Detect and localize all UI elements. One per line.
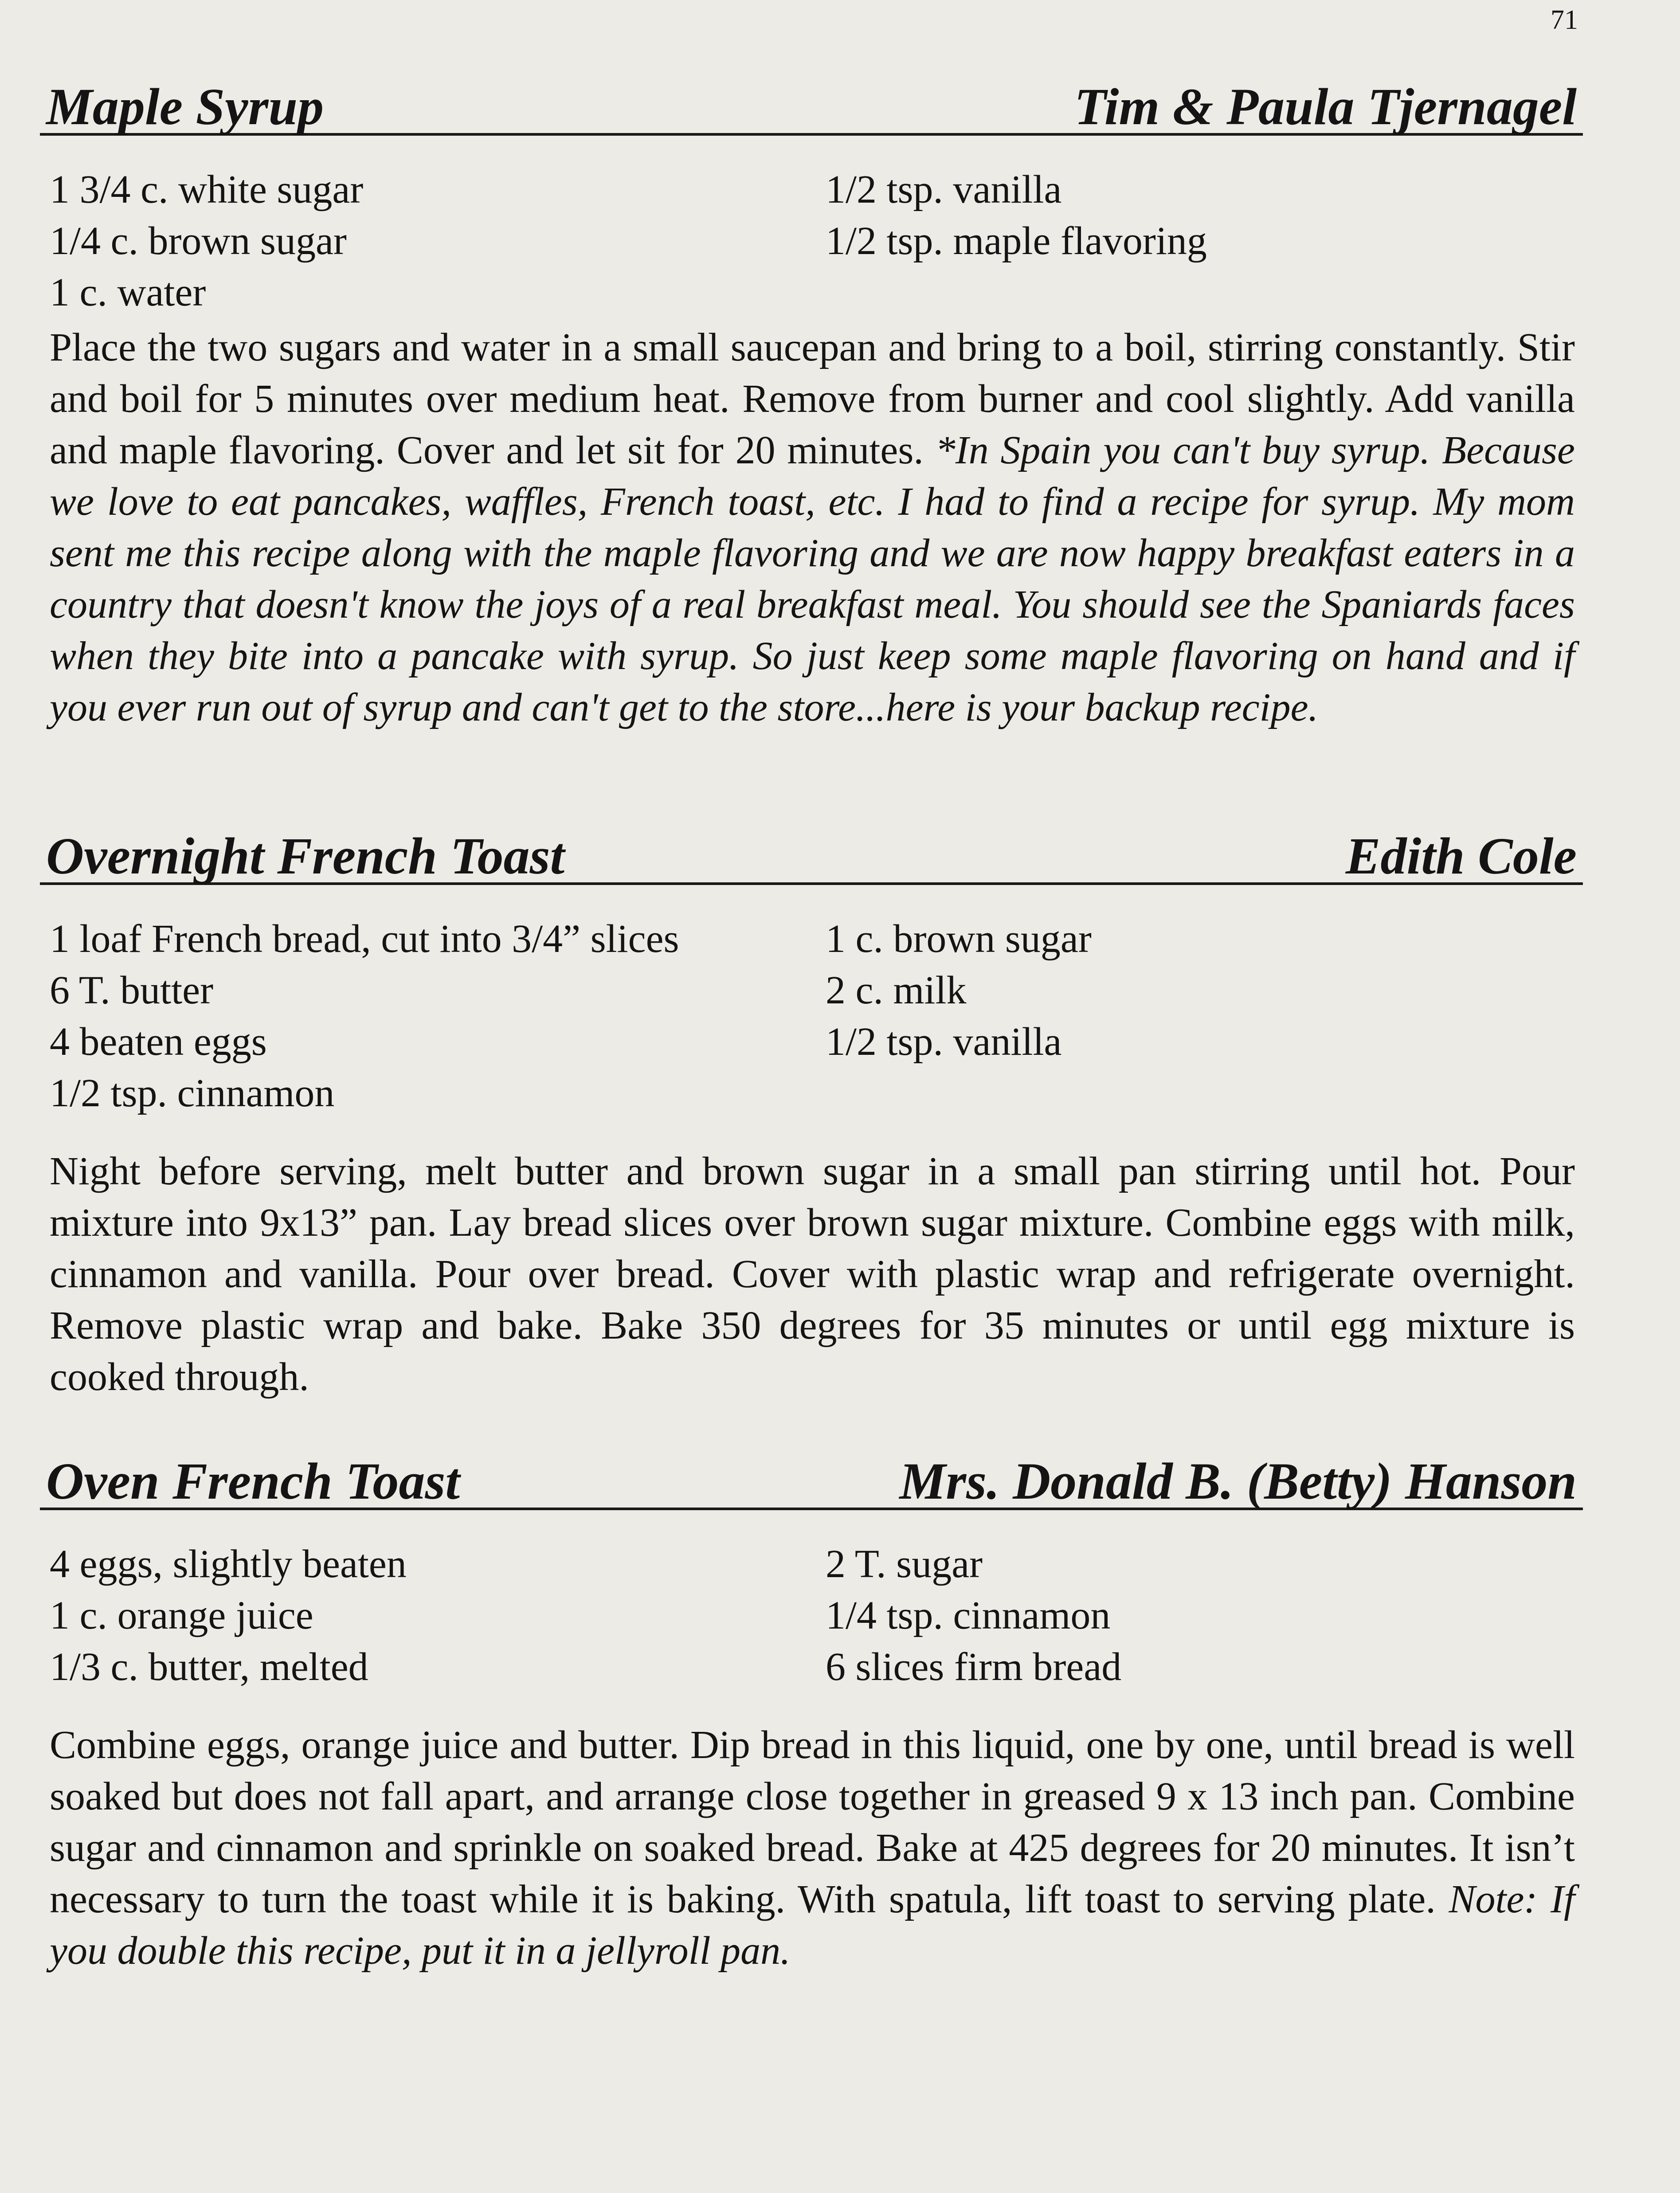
page-number: 71 — [1551, 5, 1578, 35]
ingredient-item: 1/2 tsp. vanilla — [826, 1020, 1062, 1064]
recipe-title: Oven French Toast — [46, 1452, 460, 1510]
ingredient-item: 1/4 tsp. cinnamon — [826, 1594, 1111, 1637]
recipe-header — [40, 62, 1583, 136]
ingredient-column-right — [826, 164, 1579, 318]
ingredient-item: 6 slices firm bread — [826, 1645, 1122, 1689]
recipe-note: Note: If you double this recipe, put it in a jellyroll pan. — [50, 1877, 1575, 1973]
ingredient-item: 1/4 c. brown sugar — [50, 219, 347, 263]
ingredient-item: 1 loaf French bread, cut into 3/4” slices — [50, 917, 679, 961]
ingredient-item: 1/3 c. butter, melted — [50, 1645, 368, 1689]
ingredient-item: 1 c. brown sugar — [826, 917, 1092, 961]
ingredient-list — [40, 164, 1583, 318]
recipe-method — [40, 1146, 1575, 1403]
ingredient-item: 2 T. sugar — [826, 1542, 983, 1586]
ingredient-item: 6 T. butter — [50, 968, 214, 1012]
recipe-overnight-french-toast — [40, 811, 1583, 1443]
ingredient-column-left — [50, 164, 826, 318]
ingredient-column-right — [826, 1539, 1579, 1693]
ingredient-item: 4 eggs, slightly beaten — [50, 1542, 407, 1586]
method-text: Night before serving, melt butter and brown sugar in a small pan stirring until hot. Pour mixture into 9x13” pan. Lay bread slices over brown sugar mixture. Combine eggs with milk, cinnamon and vanilla. Pour over bread. Cover with plastic wrap and refrigerate overnight. Remove plastic wrap and bake. Bake 350 degrees for 35 minutes or until egg mixture is cooked through. — [50, 1149, 1575, 1399]
recipe-method — [40, 322, 1575, 733]
ingredient-list — [40, 1539, 1583, 1693]
ingredient-item: 4 beaten eggs — [50, 1020, 267, 1064]
recipe-header — [40, 1437, 1583, 1510]
recipe-note: *In Spain you can't buy syrup. Because we love to eat pancakes, waffles, French toast, etc. I had to find a recipe for syrup. My mom sent me this recipe along with the maple flavoring and we are now happy breakfast eaters in a country that doesn't know the joys of a real breakfast meal. You should see the Spaniards faces when they bite into a pancake with syrup. So just keep some maple flavoring on hand and if you ever run out of syrup and can't get to the store...here is your backup recipe. — [50, 428, 1575, 729]
recipe-author: Mrs. Donald B. (Betty) Hanson — [899, 1452, 1577, 1510]
recipe-author: Edith Cole — [1345, 827, 1577, 885]
method-text: Combine eggs, orange juice and butter. Dip bread in this liquid, one by one, until bread is well soaked but does not fall apart, and arrange close together in greased 9 x 13 inch pan. Combine sugar and cinnamon and sprinkle on soaked bread. Bake at 425 degrees for 20 minutes. It isn’t necessary to turn the toast while it is baking. With spatula, lift toast to serving plate. — [50, 1723, 1575, 1921]
recipe-method — [40, 1719, 1575, 1977]
method-text: Place the two sugars and water in a small saucepan and bring to a boil, stirring constantly. Stir and boil for 5 minutes over medium heat. Remove from burner and cool slightly. Add vanilla and maple flavoring. Cover and let sit for 20 minutes. — [50, 325, 1575, 472]
recipe-header — [40, 811, 1583, 885]
ingredient-item: 1/2 tsp. maple flavoring — [826, 219, 1207, 263]
ingredient-column-left — [50, 1539, 826, 1693]
ingredient-item: 1 c. water — [50, 270, 206, 314]
recipe-author: Tim & Paula Tjernagel — [1074, 78, 1577, 136]
ingredient-item: 1 3/4 c. white sugar — [50, 168, 364, 211]
ingredient-item: 1/2 tsp. vanilla — [826, 168, 1062, 211]
recipe-title: Maple Syrup — [46, 78, 324, 136]
ingredient-column-right — [826, 913, 1579, 1119]
ingredient-list — [40, 913, 1583, 1119]
ingredient-column-left — [50, 913, 826, 1119]
recipe-maple-syrup — [40, 62, 1583, 773]
ingredient-item: 2 c. milk — [826, 968, 967, 1012]
recipe-title: Overnight French Toast — [46, 827, 565, 885]
ingredient-item: 1 c. orange juice — [50, 1594, 313, 1637]
ingredient-item: 1/2 tsp. cinnamon — [50, 1071, 335, 1115]
recipe-oven-french-toast — [40, 1437, 1583, 2017]
